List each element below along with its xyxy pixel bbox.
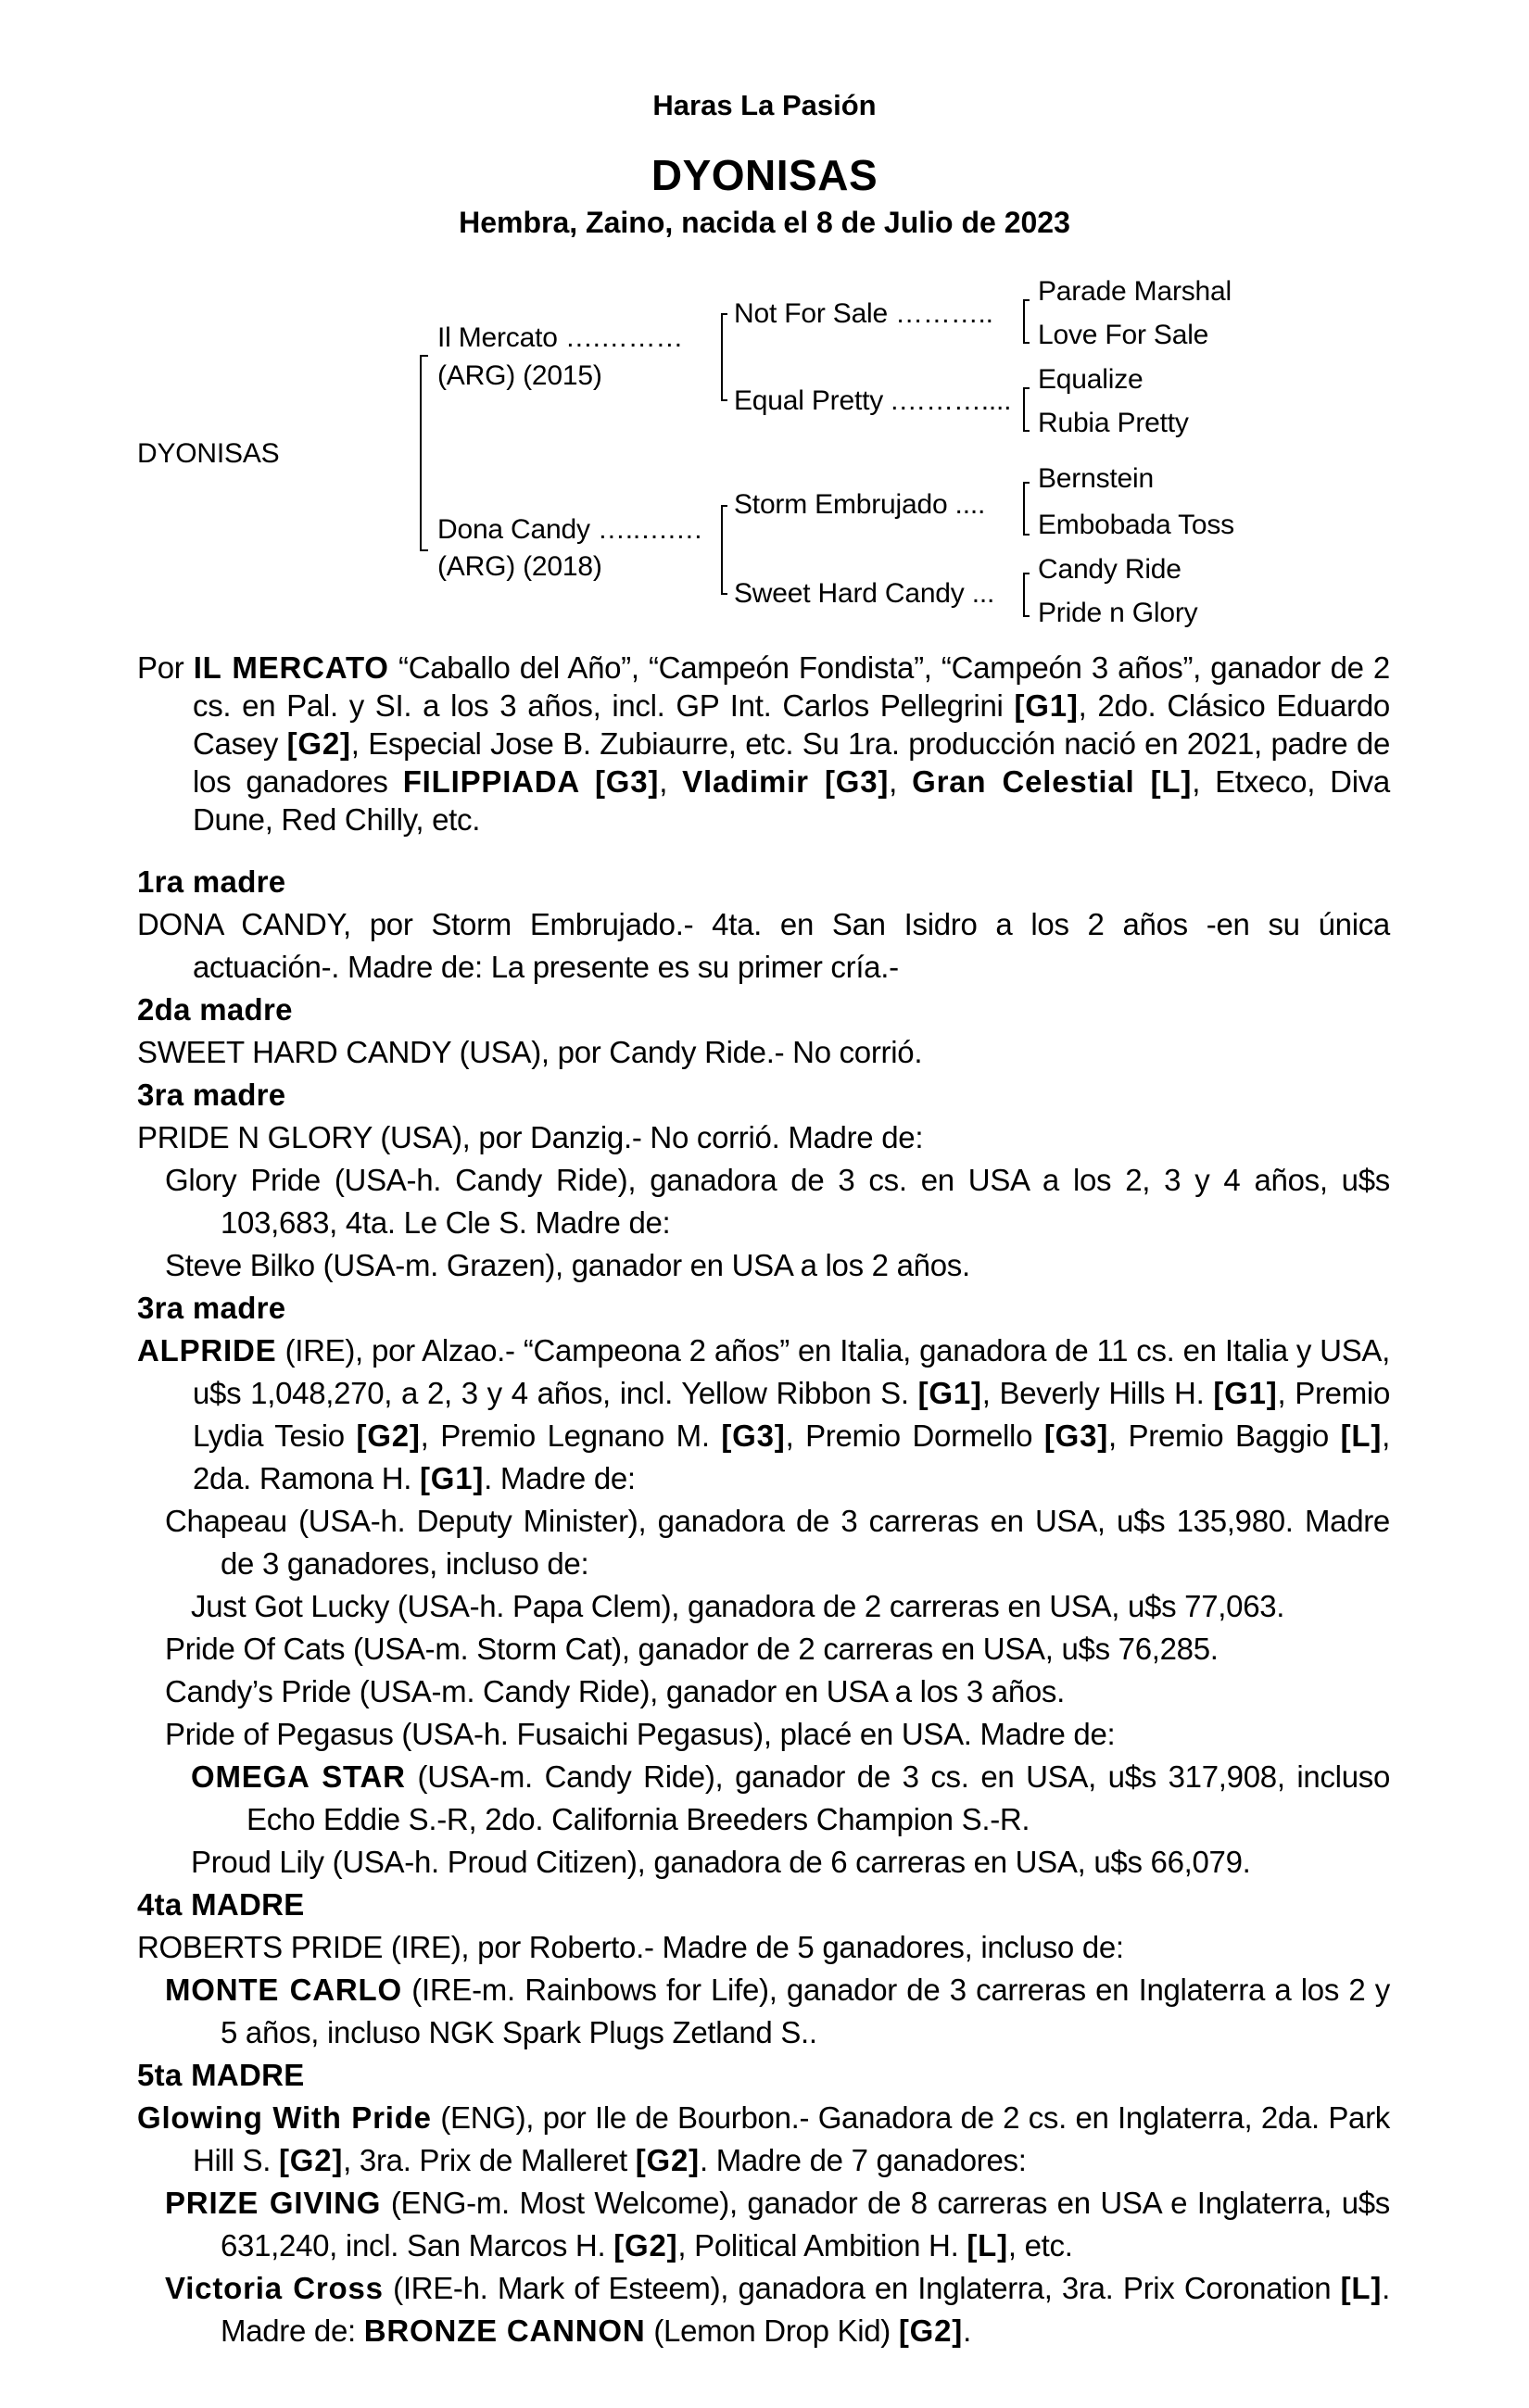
pedigree-great-grandparent: Rubia Pretty <box>1038 408 1189 438</box>
text-run: , 2do. Clásico Eduardo Casey <box>193 688 1390 761</box>
pedigree-grandparent: Storm Embrujado .... <box>734 489 986 520</box>
text-run: (Lemon Drop Kid) <box>645 2313 899 2348</box>
produce-entry <box>137 903 1390 989</box>
text-run: , Premio Dormello <box>785 1418 1044 1453</box>
bold-highlight: [G1] <box>419 1461 485 1495</box>
bold-highlight: MONTE CARLO <box>165 1973 402 2007</box>
text-run: , <box>659 764 683 799</box>
bold-highlight: [L] <box>1340 1418 1383 1453</box>
pedigree-great-grandparent: Embobada Toss <box>1038 510 1234 540</box>
produce-entry <box>137 1713 1390 1756</box>
text-run: (USA-m. Candy Ride), ganador de 3 cs. en USA, u$s 317,908, incluso Echo Eddie S.-R, 2do. California Breeders Champion S.-R. <box>246 1759 1390 1836</box>
produce-entry <box>137 1628 1390 1670</box>
bracket-tick <box>1023 387 1030 389</box>
pedigree-great-grandparent: Equalize <box>1038 364 1144 395</box>
bracket-line <box>1023 387 1025 432</box>
bold-highlight: [L] <box>967 2228 1008 2263</box>
text-run: , Premio Legnano M. <box>420 1418 722 1453</box>
pedigree-great-grandparent: Candy Ride <box>1038 554 1182 585</box>
produce-entry <box>137 1031 1390 1074</box>
text-run: Just Got Lucky (USA-h. Papa Clem), ganadora de 2 carreras en USA, u$s 77,063. <box>191 1589 1285 1623</box>
bold-highlight: [G3] <box>1043 1418 1109 1453</box>
pedigree-great-grandparent: Pride n Glory <box>1038 598 1198 628</box>
text-run: Proud Lily (USA-h. Proud Citizen), ganadora de 6 carreras en USA, u$s 66,079. <box>191 1845 1251 1879</box>
bracket-tick <box>1023 573 1030 574</box>
bold-highlight: PRIZE GIVING <box>165 2186 382 2220</box>
text-run: “Caballo del Año”, “Campeón Fondista”, “Campeón 3 años”, ganador de 2 cs. en Pal. y SI. a los 3 años, incl. GP Int. Carlos Pellegrini <box>193 650 1390 723</box>
bold-highlight: Victoria Cross <box>165 2271 384 2305</box>
bold-highlight: BRONZE CANNON <box>363 2313 646 2348</box>
pedigree-great-grandparent: Love For Sale <box>1038 320 1209 350</box>
text-run: (ENG), por Ile de Bourbon.- Ganadora de 2 cs. en Inglaterra, 2da. Park Hill S. <box>193 2100 1390 2177</box>
bold-highlight: ALPRIDE <box>137 1333 277 1368</box>
text-run: , Especial Jose B. Zubiaurre, etc. Su 1ra. producción nació en 2021, padre de los ganadores <box>193 726 1391 799</box>
produce-entry <box>137 1116 1390 1159</box>
text-run: , etc. <box>1007 2228 1073 2263</box>
bold-highlight: [G1] <box>917 1376 982 1410</box>
bracket-tick <box>1023 430 1030 432</box>
text-run: (IRE), por Alzao.- “Campeona 2 años” en Italia, ganadora de 11 cs. en Italia y USA, u$s 1,048,270, a 2, 3 y 4 años, incl. Yellow Ribbon S. <box>193 1333 1390 1410</box>
spacer <box>137 838 1390 861</box>
bold-highlight: FILIPPIADA [G3] <box>402 764 660 799</box>
produce-entry <box>137 1500 1390 1585</box>
pedigree-dam: Dona Candy …..….… <box>437 514 703 545</box>
produce-entry <box>137 1841 1390 1884</box>
bracket-line <box>1023 482 1025 536</box>
pedigree-great-grandparent: Parade Marshal <box>1038 276 1232 307</box>
text-run: . Madre de: <box>484 1461 636 1495</box>
catalogue-body <box>137 649 1390 2352</box>
text-run: Chapeau (USA-h. Deputy Minister), ganadora de 3 carreras en USA, u$s 135,980. Madre de 3 ganadores, incluso de: <box>165 1504 1390 1581</box>
text-run: ROBERTS PRIDE (IRE), por Roberto.- Madre de 5 ganadores, incluso de: <box>137 1930 1124 1964</box>
section-heading: 4ta MADRE <box>137 1887 305 1922</box>
pedigree-subject: DYONISAS <box>137 438 280 469</box>
bold-highlight: [G1] <box>1014 688 1079 723</box>
text-run: , <box>889 764 913 799</box>
pedigree-dam-origin: (ARG) (2018) <box>437 551 602 582</box>
bold-highlight: Glowing With Pride <box>137 2100 432 2135</box>
section-heading: 3ra madre <box>137 1078 286 1112</box>
text-run: Por <box>137 650 194 685</box>
bracket-tick <box>1023 482 1030 484</box>
bold-highlight: Vladimir [G3] <box>682 764 890 799</box>
bracket-tick <box>1023 299 1030 301</box>
text-run: Glory Pride (USA-h. Candy Ride), ganadora de 3 cs. en USA a los 2, 3 y 4 años, u$s 103,683, 4ta. Le Cle S. Madre de: <box>165 1163 1390 1240</box>
produce-entry <box>137 2267 1390 2352</box>
bold-highlight: [G2] <box>278 2143 344 2177</box>
bold-highlight: [G3] <box>721 1418 786 1453</box>
pedigree-grandparent: Equal Pretty .……….... <box>734 385 1012 416</box>
bracket-line <box>1023 299 1025 344</box>
text-run: . <box>963 2313 971 2348</box>
bracket-line <box>721 505 723 595</box>
sire-paragraph <box>137 649 1390 838</box>
pedigree-great-grandparent: Bernstein <box>1038 463 1154 494</box>
produce-entry <box>137 2182 1390 2267</box>
produce-entry <box>137 1756 1390 1841</box>
bracket-tick <box>1023 534 1030 536</box>
bold-highlight: [G1] <box>1213 1376 1278 1410</box>
text-run: PRIDE N GLORY (USA), por Danzig.- No corrió. Madre de: <box>137 1120 924 1154</box>
bracket-tick <box>721 505 727 507</box>
text-run: DONA CANDY, por Storm Embrujado.- 4ta. en San Isidro a los 2 años -en su única actuación-. Madre de: La presente es su primer cría.- <box>137 907 1390 984</box>
text-run: (ENG-m. Most Welcome), ganador de 8 carreras en USA e Inglaterra, u$s 631,240, incl. San Marcos H. <box>221 2186 1391 2263</box>
bold-highlight: [G2] <box>286 726 351 761</box>
text-run: SWEET HARD CANDY (USA), por Candy Ride.- No corrió. <box>137 1035 923 1069</box>
section-heading: 5ta MADRE <box>137 2058 305 2092</box>
text-run: . Madre de: <box>221 2271 1390 2348</box>
pedigree-grandparent: Not For Sale ……….. <box>734 298 993 329</box>
bold-highlight: [L] <box>1340 2271 1383 2305</box>
bold-highlight: [G2] <box>613 2228 678 2263</box>
produce-entry <box>137 1969 1390 2054</box>
text-run: , 3ra. Prix de Malleret <box>343 2143 636 2177</box>
text-run: , Beverly Hills H. <box>981 1376 1214 1410</box>
bold-highlight: [G2] <box>635 2143 700 2177</box>
text-run: . Madre de 7 ganadores: <box>699 2143 1027 2177</box>
bold-highlight: IL MERCATO <box>193 650 389 685</box>
bracket-tick <box>420 549 428 551</box>
text-run: (IRE-h. Mark of Esteem), ganadora en Inglaterra, 3ra. Prix Coronation <box>383 2271 1341 2305</box>
text-run: , Premio Lydia Tesio <box>193 1376 1390 1453</box>
text-run: , Etxeco, Diva Dune, Red Chilly, etc. <box>193 764 1390 837</box>
pedigree-grandparent: Sweet Hard Candy ... <box>734 578 995 609</box>
bracket-tick <box>1023 342 1030 344</box>
bold-highlight: [G2] <box>356 1418 421 1453</box>
produce-entry <box>137 1926 1390 1969</box>
bracket-tick <box>420 355 428 357</box>
horse-subtitle: Hembra, Zaino, nacida el 8 de Julio de 2023 <box>459 206 1070 239</box>
bracket-tick <box>721 593 727 595</box>
text-run: , 2da. Ramona H. <box>193 1418 1390 1495</box>
bold-highlight: Gran Celestial [L] <box>912 764 1193 799</box>
text-run: , Political Ambition H. <box>677 2228 967 2263</box>
produce-entry <box>137 1670 1390 1713</box>
section-heading: 3ra madre <box>137 1291 286 1325</box>
section-heading: 2da madre <box>137 992 293 1027</box>
produce-entry <box>137 1159 1390 1244</box>
bold-highlight: OMEGA STAR <box>191 1759 406 1794</box>
pedigree-sire-origin: (ARG) (2015) <box>437 360 602 391</box>
bracket-line <box>1023 573 1025 617</box>
text-run: (IRE-m. Rainbows for Life), ganador de 3 carreras en Inglaterra a los 2 y 5 años, incluso NGK Spark Plugs Zetland S.. <box>221 1973 1390 2049</box>
bracket-line <box>721 313 723 401</box>
horse-title: DYONISAS <box>651 151 878 199</box>
text-run: , Premio Baggio <box>1108 1418 1341 1453</box>
stud-farm-name: Haras La Pasión <box>652 89 877 121</box>
produce-entry <box>137 1585 1390 1628</box>
dam-line-sections <box>137 861 1390 2352</box>
bold-highlight: [G2] <box>898 2313 964 2348</box>
section-heading: 1ra madre <box>137 864 286 899</box>
text-run: Pride of Pegasus (USA-h. Fusaichi Pegasus), placé en USA. Madre de: <box>165 1717 1116 1751</box>
text-run: Pride Of Cats (USA-m. Storm Cat), ganador de 2 carreras en USA, u$s 76,285. <box>165 1632 1219 1666</box>
bracket-line <box>420 355 422 551</box>
produce-entry <box>137 2097 1390 2182</box>
bracket-tick <box>1023 615 1030 617</box>
bracket-tick <box>721 313 727 315</box>
pedigree-sire: Il Mercato ….……… <box>437 322 684 353</box>
text-run: Candy’s Pride (USA-m. Candy Ride), ganador en USA a los 3 años. <box>165 1674 1065 1708</box>
text-run: Steve Bilko (USA-m. Grazen), ganador en USA a los 2 años. <box>165 1248 970 1282</box>
produce-entry <box>137 1330 1390 1500</box>
bracket-tick <box>721 399 727 401</box>
produce-entry <box>137 1244 1390 1287</box>
